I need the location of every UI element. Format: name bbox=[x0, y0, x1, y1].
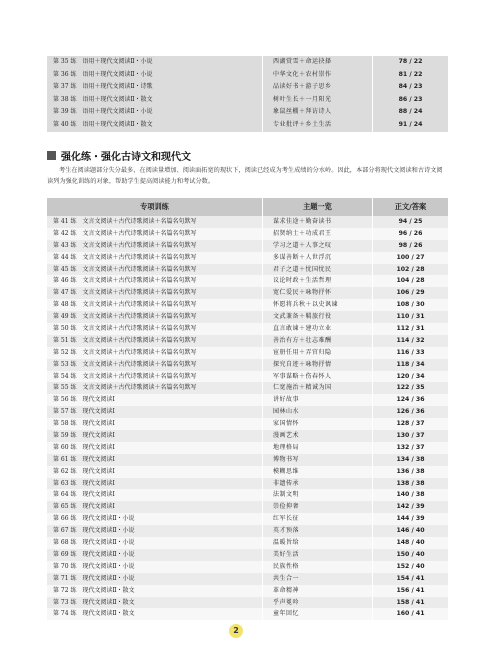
table-row bbox=[47, 252, 448, 264]
practice-cell: 第 43 练 文言文阅读＋古代诗歌阅读＋名篇名句默写 bbox=[47, 240, 263, 252]
practice-cell: 第 42 练 文言文阅读＋古代诗歌阅读＋名篇名句默写 bbox=[47, 228, 263, 240]
table-row bbox=[47, 216, 448, 228]
practice-cell: 第 39 练 语用＋现代文阅读Ⅱ・小说 bbox=[47, 106, 263, 119]
theme-cell: 文武兼备＋羁旅行役 bbox=[263, 311, 373, 323]
theme-cell: 学习之道＋人事之叹 bbox=[263, 240, 373, 252]
theme-cell: 法制文明 bbox=[263, 489, 373, 501]
table-row bbox=[47, 466, 448, 478]
table-row bbox=[47, 299, 448, 311]
theme-cell: 怀愿将兵秋＋以史讽谏 bbox=[263, 299, 373, 311]
page-cell: 112 / 31 bbox=[373, 323, 448, 335]
theme-cell: 善治有方＋壮志难酬 bbox=[263, 335, 373, 347]
theme-cell: 招贤纳士＋功成君王 bbox=[263, 228, 373, 240]
table-row bbox=[47, 240, 448, 252]
theme-cell: 模糊思维 bbox=[263, 466, 373, 478]
page-cell: 104 / 28 bbox=[373, 275, 448, 287]
practice-cell: 第 61 练 现代文阅读Ⅰ bbox=[47, 454, 263, 466]
table-row bbox=[47, 430, 448, 442]
practice-cell: 第 57 练 现代文阅读Ⅰ bbox=[47, 406, 263, 418]
page-cell: 138 / 38 bbox=[373, 478, 448, 490]
table-row bbox=[47, 311, 448, 323]
practice-cell: 第 37 练 语用＋现代文阅读Ⅱ・诗歌 bbox=[47, 81, 263, 94]
page-cell: 96 / 26 bbox=[373, 228, 448, 240]
page-cell: 136 / 38 bbox=[373, 466, 448, 478]
practice-cell: 第 49 练 文言文阅读＋古代诗歌阅读＋名篇名句默写 bbox=[47, 311, 263, 323]
theme-cell: 君子之道＋忧国忧民 bbox=[263, 264, 373, 276]
theme-cell: 童年回忆 bbox=[263, 608, 373, 620]
table-row bbox=[47, 119, 448, 132]
theme-cell: 仁宽施治＋精诚为国 bbox=[263, 382, 373, 394]
practice-cell: 第 51 练 文言文阅读＋古代诗歌阅读＋名篇名句默写 bbox=[47, 335, 263, 347]
intro-text: 考生在阅读题部分失分最多，在阅读量增加、阅读面拓宽的现状下，阅读已经成为考生成绩的分水岭。因此，本部分将现代文阅读和古诗文阅读列为强化训练的对象，帮助学生提高阅读能力和考试分数。 bbox=[47, 167, 443, 185]
table-row bbox=[47, 454, 448, 466]
practice-cell: 第 46 练 文言文阅读＋古代诗歌阅读＋名篇名句默写 bbox=[47, 275, 263, 287]
table-row bbox=[47, 94, 448, 107]
table-row bbox=[47, 69, 448, 82]
page-cell: 126 / 36 bbox=[373, 406, 448, 418]
table-row bbox=[47, 106, 448, 119]
theme-cell: 崇俭抑奢 bbox=[263, 501, 373, 513]
theme-cell: 树叶生长＋一月阳光 bbox=[263, 94, 373, 107]
table-row bbox=[47, 561, 448, 573]
page-cell: 144 / 39 bbox=[373, 513, 448, 525]
table-row bbox=[47, 228, 448, 240]
page-cell: 84 / 23 bbox=[373, 81, 448, 94]
page-cell: 124 / 36 bbox=[373, 394, 448, 406]
page-cell: 134 / 38 bbox=[373, 454, 448, 466]
theme-cell: 宽仁爱民＋咏物抒怀 bbox=[263, 287, 373, 299]
page-cell: 78 / 22 bbox=[373, 56, 448, 69]
page-cell: 140 / 38 bbox=[373, 489, 448, 501]
contents-table bbox=[47, 198, 448, 620]
table-row bbox=[47, 585, 448, 597]
practice-cell: 第 44 练 文言文阅读＋古代诗歌阅读＋名篇名句默写 bbox=[47, 252, 263, 264]
header-theme: 主题一览 bbox=[263, 198, 373, 216]
page-cell: 81 / 22 bbox=[373, 69, 448, 82]
page-cell: 160 / 41 bbox=[373, 608, 448, 620]
table-row bbox=[47, 406, 448, 418]
page-cell: 94 / 25 bbox=[373, 216, 448, 228]
theme-cell: 直言敢谏＋建功立业 bbox=[263, 323, 373, 335]
page-cell: 146 / 40 bbox=[373, 525, 448, 537]
practice-cell: 第 48 练 文言文阅读＋古代诗歌阅读＋名篇名句默写 bbox=[47, 299, 263, 311]
section-heading bbox=[47, 148, 191, 163]
page-cell: 118 / 34 bbox=[373, 359, 448, 371]
page-cell: 152 / 40 bbox=[373, 561, 448, 573]
table-row bbox=[47, 382, 448, 394]
table-row bbox=[47, 597, 448, 609]
table-row bbox=[47, 347, 448, 359]
theme-cell: 西湖赏雪＋命运抉择 bbox=[263, 56, 373, 69]
practice-cell: 第 71 练 现代文阅读Ⅱ・小说 bbox=[47, 573, 263, 585]
page-cell: 154 / 41 bbox=[373, 573, 448, 585]
theme-cell: 讲好故事 bbox=[263, 394, 373, 406]
table-row bbox=[47, 275, 448, 287]
practice-cell: 第 63 练 现代文阅读Ⅰ bbox=[47, 478, 263, 490]
table-row bbox=[47, 501, 448, 513]
practice-cell: 第 70 练 现代文阅读Ⅱ・小说 bbox=[47, 561, 263, 573]
page-number-badge: 2 bbox=[229, 624, 243, 638]
page-cell: 128 / 37 bbox=[373, 418, 448, 430]
practice-cell: 第 41 练 文言文阅读＋古代诗歌阅读＋名篇名句默写 bbox=[47, 216, 263, 228]
table-row bbox=[47, 489, 448, 501]
page-cell: 110 / 31 bbox=[373, 311, 448, 323]
table-row bbox=[47, 394, 448, 406]
theme-cell: 共生合一 bbox=[263, 573, 373, 585]
practice-cell: 第 40 练 语用＋现代文阅读Ⅱ・散文 bbox=[47, 119, 263, 132]
table-row bbox=[47, 323, 448, 335]
theme-cell: 非遗传承 bbox=[263, 478, 373, 490]
theme-cell: 乎声冕吟 bbox=[263, 597, 373, 609]
table-row bbox=[47, 608, 448, 620]
practice-cell: 第 64 练 现代文阅读Ⅰ bbox=[47, 489, 263, 501]
practice-cell: 第 74 练 现代文阅读Ⅱ・散文 bbox=[47, 608, 263, 620]
section-intro bbox=[47, 166, 448, 187]
page-cell: 132 / 37 bbox=[373, 442, 448, 454]
theme-cell: 温暖旨给 bbox=[263, 537, 373, 549]
practice-cell: 第 66 练 现代文阅读Ⅱ・小说 bbox=[47, 513, 263, 525]
table-row bbox=[47, 371, 448, 383]
table-row bbox=[47, 418, 448, 430]
theme-cell: 园林山水 bbox=[263, 406, 373, 418]
page-cell: 108 / 30 bbox=[373, 299, 448, 311]
practice-cell: 第 56 练 现代文阅读Ⅰ bbox=[47, 394, 263, 406]
page-cell: 114 / 32 bbox=[373, 335, 448, 347]
theme-cell: 中华文化＋农村崇作 bbox=[263, 69, 373, 82]
practice-cell: 第 47 练 文言文阅读＋古代诗歌阅读＋名篇名句默写 bbox=[47, 287, 263, 299]
page-cell: 100 / 27 bbox=[373, 252, 448, 264]
table-row bbox=[47, 525, 448, 537]
page-cell: 130 / 37 bbox=[373, 430, 448, 442]
practice-cell: 第 69 练 现代文阅读Ⅱ・小说 bbox=[47, 549, 263, 561]
page-cell: 98 / 26 bbox=[373, 240, 448, 252]
page-cell: 148 / 40 bbox=[373, 537, 448, 549]
theme-cell: 博物书写 bbox=[263, 454, 373, 466]
page-cell: 122 / 35 bbox=[373, 382, 448, 394]
square-bullet-icon bbox=[47, 151, 56, 160]
practice-cell: 第 52 练 文言文阅读＋古代诗歌阅读＋名篇名句默写 bbox=[47, 347, 263, 359]
practice-cell: 第 54 练 文言文阅读＋古代诗歌阅读＋名篇名句默写 bbox=[47, 371, 263, 383]
table-row bbox=[47, 442, 448, 454]
theme-cell: 美好生活 bbox=[263, 549, 373, 561]
practice-cell: 第 38 练 语用＋现代文阅读Ⅱ・散文 bbox=[47, 94, 263, 107]
page-cell: 158 / 41 bbox=[373, 597, 448, 609]
theme-cell: 宦册任用＋弄官归隐 bbox=[263, 347, 373, 359]
page-cell: 120 / 34 bbox=[373, 371, 448, 383]
page-cell: 91 / 24 bbox=[373, 119, 448, 132]
theme-cell: 军事谋略＋伤春怀人 bbox=[263, 371, 373, 383]
practice-cell: 第 58 练 现代文阅读Ⅰ bbox=[47, 418, 263, 430]
theme-cell: 议论时政＋生活哲理 bbox=[263, 275, 373, 287]
page-cell: 106 / 29 bbox=[373, 287, 448, 299]
table-row bbox=[47, 537, 448, 549]
table-row bbox=[47, 478, 448, 490]
practice-cell: 第 72 练 现代文阅读Ⅱ・散文 bbox=[47, 585, 263, 597]
table-row bbox=[47, 573, 448, 585]
table-row bbox=[47, 513, 448, 525]
practice-cell: 第 59 练 现代文阅读Ⅰ bbox=[47, 430, 263, 442]
practice-cell: 第 60 练 现代文阅读Ⅰ bbox=[47, 442, 263, 454]
header-practice: 专项训练 bbox=[47, 198, 263, 216]
practice-cell: 第 45 练 文言文阅读＋古代诗歌阅读＋名篇名句默写 bbox=[47, 264, 263, 276]
theme-cell: 专业批评＋乡土生活 bbox=[263, 119, 373, 132]
practice-cell: 第 36 练 语用＋现代文阅读Ⅱ・小说 bbox=[47, 69, 263, 82]
table-row bbox=[47, 359, 448, 371]
practice-cell: 第 73 练 现代文阅读Ⅱ・散文 bbox=[47, 597, 263, 609]
practice-cell: 第 53 练 文言文阅读＋古代诗歌阅读＋名篇名句默写 bbox=[47, 359, 263, 371]
practice-cell: 第 50 练 文言文阅读＋古代诗歌阅读＋名篇名句默写 bbox=[47, 323, 263, 335]
page-cell: 88 / 24 bbox=[373, 106, 448, 119]
practice-cell: 第 55 练 文言文阅读＋古代诗歌阅读＋名篇名句默写 bbox=[47, 382, 263, 394]
theme-cell: 地理格局 bbox=[263, 442, 373, 454]
table-row bbox=[47, 81, 448, 94]
practice-cell: 第 62 练 现代文阅读Ⅰ bbox=[47, 466, 263, 478]
page-cell: 86 / 23 bbox=[373, 94, 448, 107]
practice-cell: 第 68 练 现代文阅读Ⅱ・小说 bbox=[47, 537, 263, 549]
practice-cell: 第 67 练 现代文阅读Ⅱ・小说 bbox=[47, 525, 263, 537]
header-page: 正文/答案 bbox=[373, 198, 448, 216]
table-row bbox=[47, 264, 448, 276]
table-row bbox=[47, 56, 448, 69]
table-row bbox=[47, 549, 448, 561]
theme-cell: 家国情怀 bbox=[263, 418, 373, 430]
table-row bbox=[47, 335, 448, 347]
page-cell: 102 / 28 bbox=[373, 264, 448, 276]
page-cell: 142 / 39 bbox=[373, 501, 448, 513]
theme-cell: 红军长征 bbox=[263, 513, 373, 525]
theme-cell: 英才预落 bbox=[263, 525, 373, 537]
table-header bbox=[47, 198, 448, 216]
practice-cell: 第 35 练 语用＋现代文阅读Ⅱ・小说 bbox=[47, 56, 263, 69]
theme-cell: 民族性格 bbox=[263, 561, 373, 573]
table-body bbox=[47, 216, 448, 620]
theme-cell: 多谋善断＋人世浮沉 bbox=[263, 252, 373, 264]
page-cell: 156 / 41 bbox=[373, 585, 448, 597]
page-cell: 116 / 33 bbox=[373, 347, 448, 359]
table-row bbox=[47, 287, 448, 299]
theme-cell: 谋求佳途＋勤奋读书 bbox=[263, 216, 373, 228]
theme-cell: 象鼠丝棚＋拜访诗人 bbox=[263, 106, 373, 119]
theme-cell: 漫画艺术 bbox=[263, 430, 373, 442]
page-cell: 150 / 40 bbox=[373, 549, 448, 561]
theme-cell: 探究自迹＋咏物抒情 bbox=[263, 359, 373, 371]
theme-cell: 品读好书＋游子思乡 bbox=[263, 81, 373, 94]
previous-table bbox=[47, 56, 448, 132]
section-title: 强化练・强化古诗文和现代文 bbox=[61, 152, 191, 163]
theme-cell: 革命精神 bbox=[263, 585, 373, 597]
practice-cell: 第 65 练 现代文阅读Ⅰ bbox=[47, 501, 263, 513]
